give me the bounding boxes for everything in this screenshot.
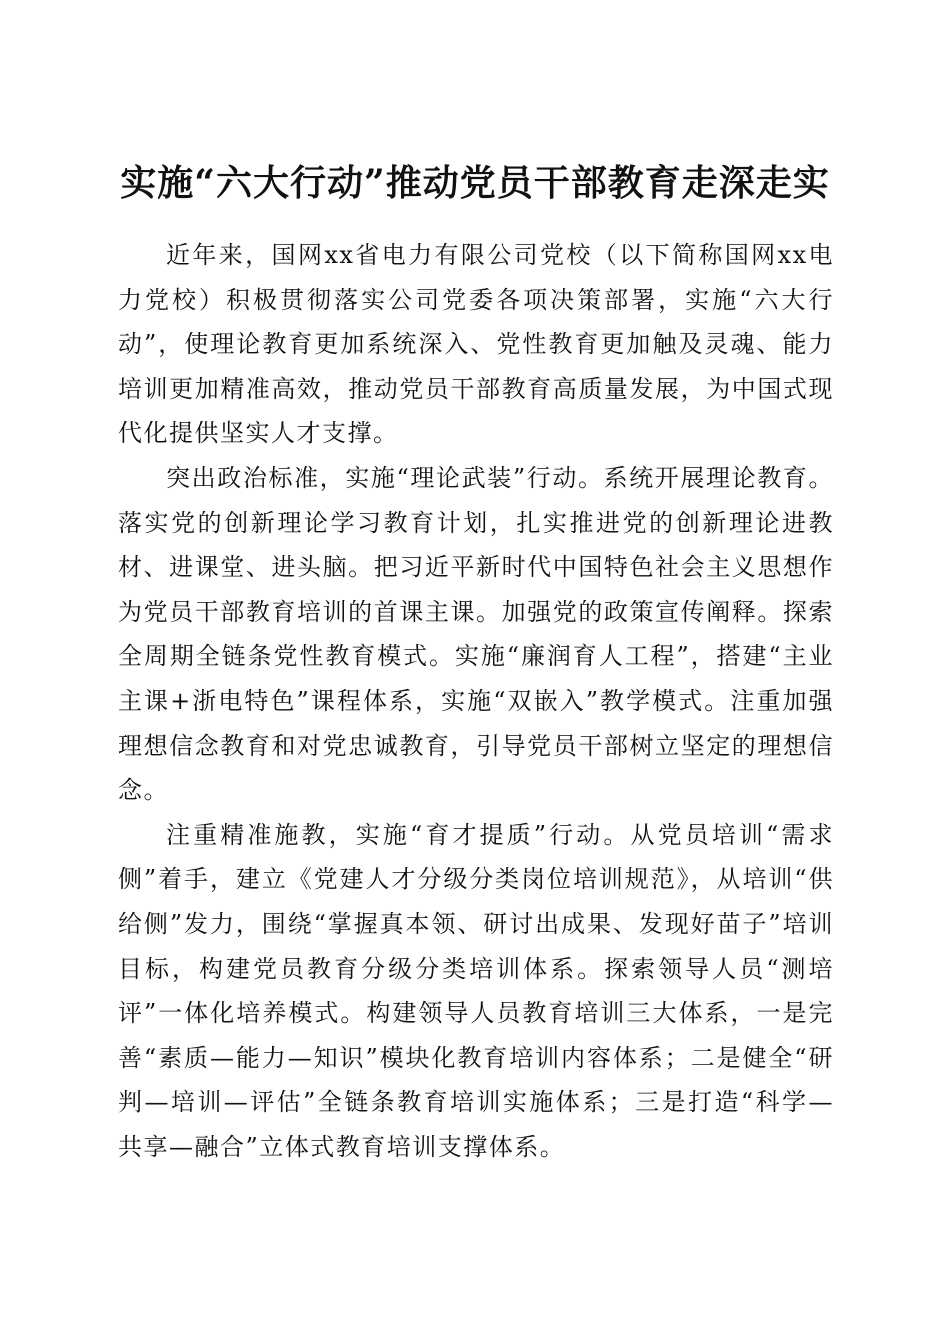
paragraph-intro: 近年来，国网xx省电力有限公司党校（以下简称国网xx电力党校）积极贯彻落实公司党委各项决策部署，实施“六大行动”，使理论教育更加系统深入、党性教育更加触及灵魂、能力培训更加精准高效，推动党员干部教育高质量发展，为中国式现代化提供坚实人才支撑。 [118, 241, 834, 448]
paragraph-talent-action: 注重精准施教，实施“育才提质”行动。从党员培训“需求侧”着手，建立《党建人才分级分类岗位培训规范》，从培训“供给侧”发力，围绕“掌握真本领、研讨出成果、发现好苗子”培训目标，构建党员教育分级分类培训体系。探索领导人员“测培评”一体化培养模式。构建领导人员教育培训三大体系，一是完善“素质—能力—知识”模块化教育培训内容体系；二是健全“研判—培训—评估”全链条教育培训实施体系；三是打造“科学—共享—融合”立体式教育培训支撑体系。 [118, 820, 834, 1161]
paragraph-theory-action: 突出政治标准，实施“理论武装”行动。系统开展理论教育。落实党的创新理论学习教育计划，扎实推进党的创新理论进教材、进课堂、进头脑。把习近平新时代中国特色社会主义思想作为党员干部教育培训的首课主课。加强党的政策宣传阐释。探索全周期全链条党性教育模式。实施“廉润育人工程”，搭建“主业主课+浙电特色”课程体系，实施“双嵌入”教学模式。注重加强理想信念教育和对党忠诚教育，引导党员干部树立坚定的理想信念。 [118, 463, 834, 805]
document-body [118, 233, 834, 1169]
document-title: 实施“六大行动”推动党员干部教育走深走实 [120, 162, 830, 205]
